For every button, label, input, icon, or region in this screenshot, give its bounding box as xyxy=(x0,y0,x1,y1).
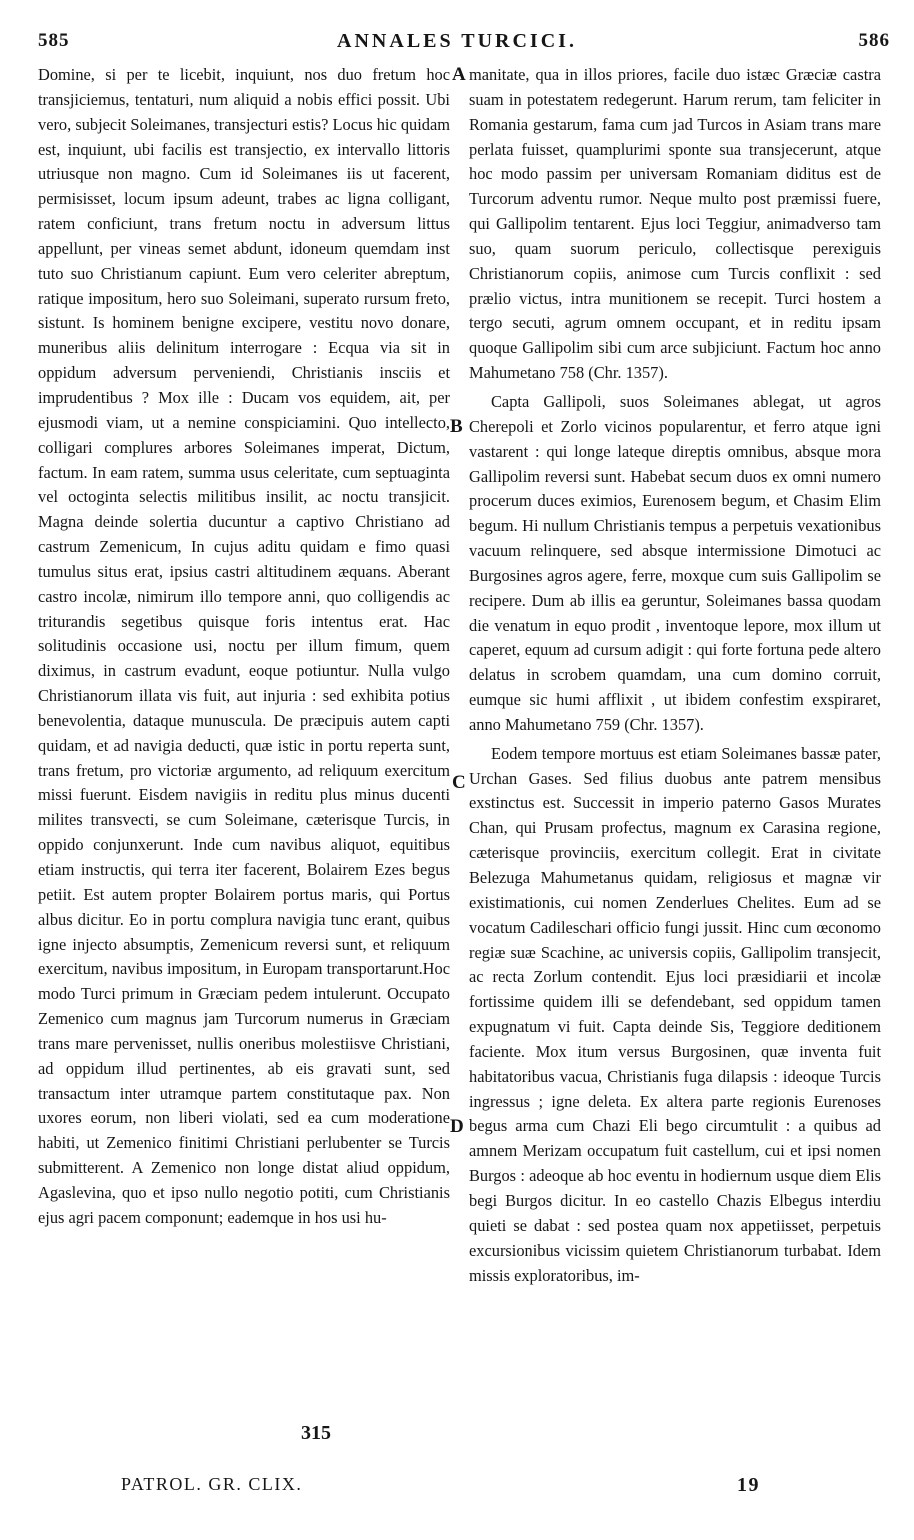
right-column-paragraph: manitate, qua in illos priores, facile duo istæc Græciæ castra suam in potestatem redegerunt. Harum rerum, tam feliciter in Romania gestarum, fama cum jad Turcos in Asiam trans mare perlata fuisset, quamplurimi sponte sua transjecerunt, atque hoc modo passim per universam Romaniam diditus est de Turcorum adventu rumor. Neque multo post præmissi fuere, qui Gallipolim tentarent. Ejus loci Teggiur, animadverso tam suo, quam suorum periculo, collectisque perexiguis Christianorum copiis, animose cum Turcis conflixit : sed prælio victus, intra munitionem se recepit. Turci hostem a tergo secuti, agrum omnem occupant, et in reditu ipsam quoque Gallipolim sibi cum arce subjiciunt. Factum hoc anno Mahumetano 758 (Chr. 1357). xyxy=(469,65,881,383)
page-number-right: 586 xyxy=(858,30,890,51)
column-number: 315 xyxy=(298,1422,334,1445)
running-title: ANNALES TURCICI. xyxy=(337,30,577,52)
margin-mark-b: B xyxy=(450,416,463,437)
left-column xyxy=(38,63,450,1231)
right-column xyxy=(469,63,881,1288)
right-column-paragraph: Capta Gallipoli, suos Soleimanes ablegat, ut agros Cherepoli et Zorlo vicinos popularentur, et ferro atque igni vastarent : qui longe lateque direptis omnibus, absque mora Gallipolim reversi sunt. Habebat secum duos ex omni numero procerum duces eximios, Eurenosem begum, et Chasim Elim begum. Hi nullum Christianis tempus a perpetuis vexationibus vacuum relinquere, sed absque intermissione Dimotuci ac Burgosines agros agere, ferre, moxque cum suis Gallipolim se recipere. Dum ab illis ea geruntur, Soleimanes bassa quodam die venatum in equo prodit , inventoque lepore, mox illum ut caperet, equum ad cursum adigit : qui forte fortuna pede altero delatus in scrobem quamdam, una cum domino corruit, eumque sic humi afflixit , ut ibidem confestim exspiraret, anno Mahumetano 759 (Chr. 1357). xyxy=(469,391,881,734)
margin-mark-d: D xyxy=(450,1116,464,1137)
margin-mark-a: A xyxy=(452,64,466,85)
margin-mark-c: C xyxy=(452,772,466,793)
left-column-paragraph: Domine, si per te licebit, inquiunt, nos duo fretum hoc transjiciemus, tentaturi, num aliquid a nobis effici possit. Ubi vero, subjecit Soleimanes, transjecturi estis? Locus hic quidam est, inquiunt, ubi facilis est transjectio, ex intervallo littoris utriusque non magno. Cum id Soleimanes iis ut facerent, permisisset, locum ipsum adeunt, trabes ac ligna colligant, ratem conficiunt, trans fretum noctu in adversum littus appellunt, per vineas semet abdunt, idoneum quemdam inst tuto suo Christianum capiunt. Eum vero celeriter abreptum, ratique impositum, hero suo Soleimani, superato rursum freto, sistunt. Is hominem benigne excipere, vestitu novo donare, muneribus aliis delinitum interrogare : Ecqua via sit in oppidum adversum perveniendi, Christianis insciis et imprudentibus ? Mox ille : Ducam vos equidem, ait, per ejusmodi viam, ut a nemine conspiciamini. Quo intellecto, colligari complures arbores Soleimanes imperat, Dictum, factum. In eam ratem, summa usus celeritate, cum septuaginta vel octoginta selectis militibus insilit, ac noctu transjicit. Magna deinde solertia ducuntur a captivo Christiano ad castrum Zemenicum, In cujus aditu quidam e fimo quasi tumulus situs erat, ipsius castri altitudinem æquans. Aberant castro incolæ, nimirum illo tempore anni, quo colligendis ac triturandis segetibus quisque foris intentus erat. Hac solitudinis occasione usi, noctu per illum fimum, quem diximus, in castrum evadunt, eoque potiuntur. Nulla vulgo Christianorum illata vis fuit, aut injuria : sed exhibita potius benevolentia, dataque munuscula. De præcipuis autem capti quidam, et ad navigia deducti, quæ istic in portu reperta sunt, trans fretum, pro victoriæ argumento, ad reliquum exercitum missi fuerunt. Eisdem navigiis in reditu plus minus ducenti milites transvecti, se cum Soleimane, cæterisque Turcis, in oppido conjunxerunt. Inde cum navibus aliquot, equitibus etiam instructis, qui terra iter facerent, Bolairem Ezes begus petiit. Est autem propter Bolairem portus maris, qui Portus albus dicitur. Eo in portu complura navigia tunc erant, quibus igne injecto absumptis, Zemenicum reversi sunt, et reliquum exercitum, navibus impositum, in Europam transportarunt.Hoc modo Turci primum in Græciam pedem intulerunt. Occupato Zemenico cum magnus jam Turcorum numerus in Græciam trans mare pervenisset, nullis oneribus molestiisve Christiani, ad oppidum illud pertinentes, ab eis gravati sunt, sed transactum inter utramque partem constitutaque pax. Non uxores eorum, non liberi violati, sed ea cum moderatione habiti, ut Zemenico finitimi Christiani perlubenter se Turcis submitterent. A Zemenico non longe distat aliud oppidum, Agaslevina, quo et ipso nullo negotio potiti, cum Christianis ejus agri pacem componunt; eademque in hos usi hu- xyxy=(38,65,450,1227)
footer-signature: PATROL. GR. CLIX. xyxy=(121,1474,303,1494)
page-number-left: 585 xyxy=(38,30,70,51)
right-column-paragraph: Eodem tempore mortuus est etiam Soleimanes bassæ pater, Urchan Gases. Sed filius duobus ante patrem mensibus exstinctus est. Successit in imperio paterno Gasos Murates Chan, qui Prusam profectus, magnum ex Carasina regione, cæterisque provinciis, exercitum collegit. Erat in civitate Belezuga Mahumetanus quidam, religiosus et magnæ vir existimationis, cui nomen Zenderlues Chelites. Eum ad se vocatum Cadileschari officio fungi jussit. Hinc cum œconomo regiæ suæ Scachine, ac universis copiis, Gallipolim transjecit, ac recta Zorlum contendit. Ejus loci præsidiarii et incolæ fortissime quidem illi se defendebant, sed oppidum tamen expugnatum vi fuit. Capta deinde Sis, Teggiore deditionem faciente. Mox itum versus Burgosinen, quæ inventa fuit habitatoribus vacua, Christianis fuga dilapsis : ideoque Turcis ingressus ; igne deleta. Ex altera parte regionis Eurenoses begus arma cum Chazi Eli bego circumtulit : a quibus ad amnem Merizam occupatum fuit castellum, cui et ipsi nomen Burgos : adeoque ab hoc eventu in hodiernum usque diem Elis begi Burgos dicitur. In eo castello Chazis Elbegus interdiu quieti se dabat : sed postea quam nox appetiisset, perpetuis excursionibus vicissim quietem Christianorum turbabat. Idem missis exploratoribus, im- xyxy=(469,743,881,1285)
footer-sheet-number: 19 xyxy=(737,1474,760,1496)
